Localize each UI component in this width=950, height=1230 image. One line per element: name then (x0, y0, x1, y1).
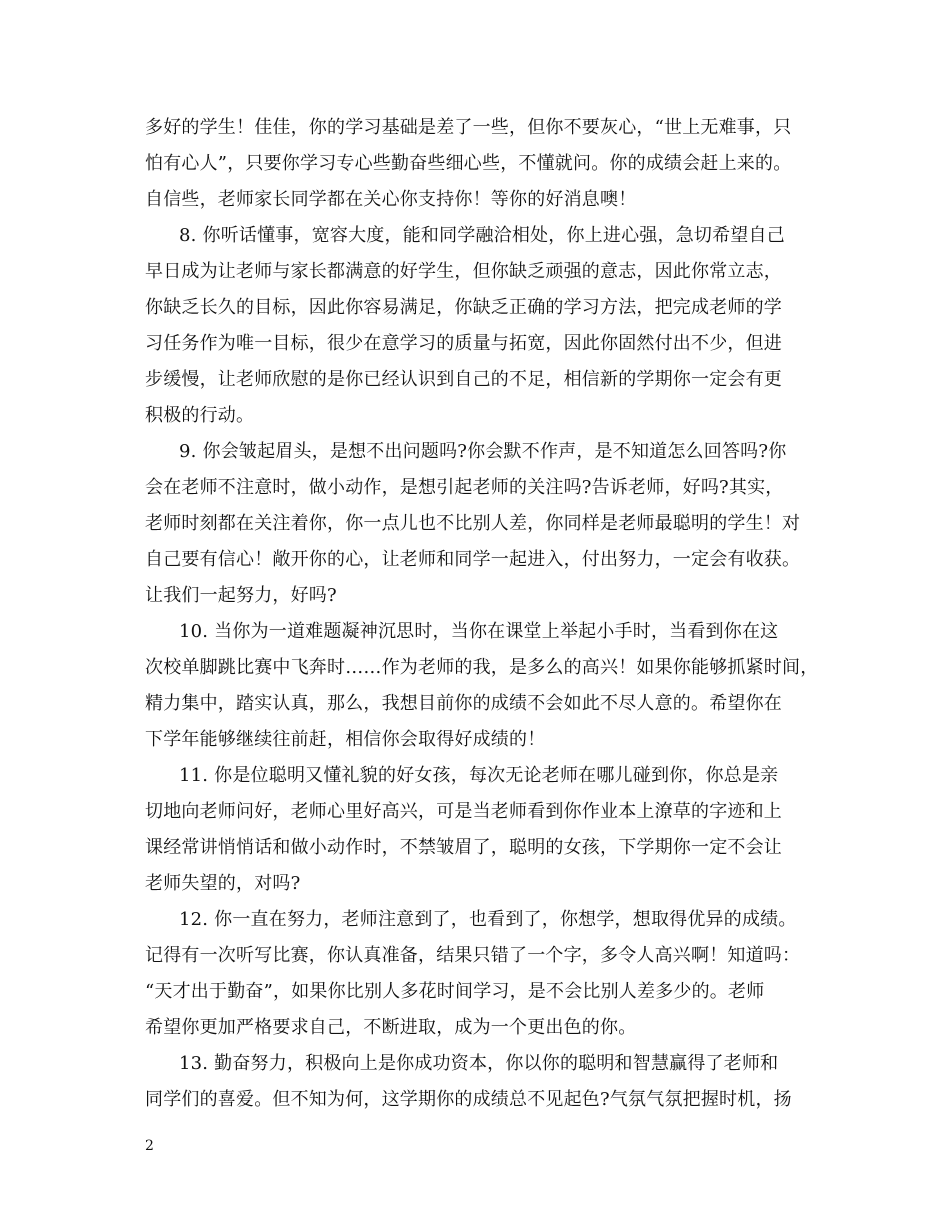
text-line: 会在老师不注意时，做小动作，是想引起老师的关注吗?告诉老师，好吗?其实， (145, 477, 784, 498)
text-line: 早日成为让老师与家长都满意的好学生，但你缺乏顽强的意志，因此你常立志， (145, 261, 782, 282)
page-number: 2 (145, 1138, 154, 1154)
text-line: 步缓慢，让老师欣慰的是你已经认识到自己的不足，相信新的学期你一定会有更 (145, 369, 782, 390)
text-line: “天才出于勤奋”，如果你比别人多花时间学习，是不会比别人差多少的。老师 (145, 981, 765, 1002)
text-line: 习任务作为唯一目标，很少在意学习的质量与拓宽，因此你固然付出不少，但进 (145, 333, 782, 354)
numbered-comment-paragraph (145, 218, 805, 434)
text-line: 13. 勤奋努力，积极向上是你成功资本，你以你的聪明和智慧赢得了老师和 (179, 1053, 779, 1074)
text-line: 老师时刻都在关注着你，你一点儿也不比别人差，你同样是老师最聪明的学生！对 (145, 513, 801, 534)
numbered-comment-paragraph (145, 902, 805, 1046)
text-line: 老师失望的，对吗? (145, 873, 301, 894)
text-line: 让我们一起努力，好吗? (145, 585, 337, 606)
text-line: 切地向老师问好，老师心里好高兴，可是当老师看到你作业本上潦草的字迹和上 (145, 801, 782, 822)
text-line: 12. 你一直在努力，老师注意到了，也看到了，你想学，想取得优异的成绩。 (179, 909, 797, 930)
text-line: 11. 你是位聪明又懂礼貌的好女孩，每次无论老师在哪儿碰到你，你总是亲 (179, 765, 779, 786)
text-line: 同学们的喜爱。但不知为何，这学期你的成绩总不见起色?气氛气氛把握时机，扬 (145, 1089, 792, 1110)
numbered-comment-paragraph (145, 614, 819, 758)
text-line: 下学年能够继续往前赶，相信你会取得好成绩的！ (145, 729, 546, 750)
numbered-comment-paragraph (145, 758, 805, 902)
text-line: 精力集中，踏实认真，那么，我想目前你的成绩不会如此不尽人意的。希望你在 (145, 693, 782, 714)
text-line: 课经常讲悄悄话和做小动作时，不禁皱眉了，聪明的女孩，下学期你一定不会让 (145, 837, 782, 858)
numbered-comment-paragraph (145, 1046, 805, 1118)
text-line: 希望你更加严格要求自己，不断进取，成为一个更出色的你。 (145, 1017, 637, 1038)
text-line: 你缺乏长久的目标，因此你容易满足，你缺乏正确的学习方法，把完成老师的学 (145, 297, 782, 318)
text-line: 8. 你听话懂事，宽容大度，能和同学融洽相处，你上进心强，急切希望自己 (179, 225, 785, 246)
text-line: 自己要有信心！敞开你的心，让老师和同学一起进入，付出努力，一定会有收获。 (145, 549, 801, 570)
text-line: 怕有心人”，只要你学习专心些勤奋些细心些，不懂就问。你的成绩会赶上来的。 (145, 153, 792, 174)
numbered-comment-paragraph (145, 434, 805, 614)
text-line: 多好的学生！佳佳，你的学习基础是差了一些，但你不要灰心，“世上无难事，只 (145, 117, 792, 138)
text-line: 10. 当你为一道难题凝神沉思时，当你在课堂上举起小手时，当看到你在这 (179, 621, 779, 642)
text-line: 9. 你会皱起眉头，是想不出问题吗?你会默不作声，是不知道怎么回答吗?你 (179, 441, 787, 462)
document-body (145, 110, 819, 1118)
text-line: 次校单脚跳比赛中飞奔时……作为老师的我，是多么的高兴！如果你能够抓紧时间， (145, 657, 819, 678)
text-line: 自信些，老师家长同学都在关心你支持你！等你的好消息噢！ (145, 189, 637, 210)
text-line: 记得有一次听写比赛，你认真准备，结果只错了一个字，多令人高兴啊！知道吗： (145, 945, 801, 966)
text-line: 积极的行动。 (145, 405, 255, 426)
text-paragraph (145, 110, 805, 218)
